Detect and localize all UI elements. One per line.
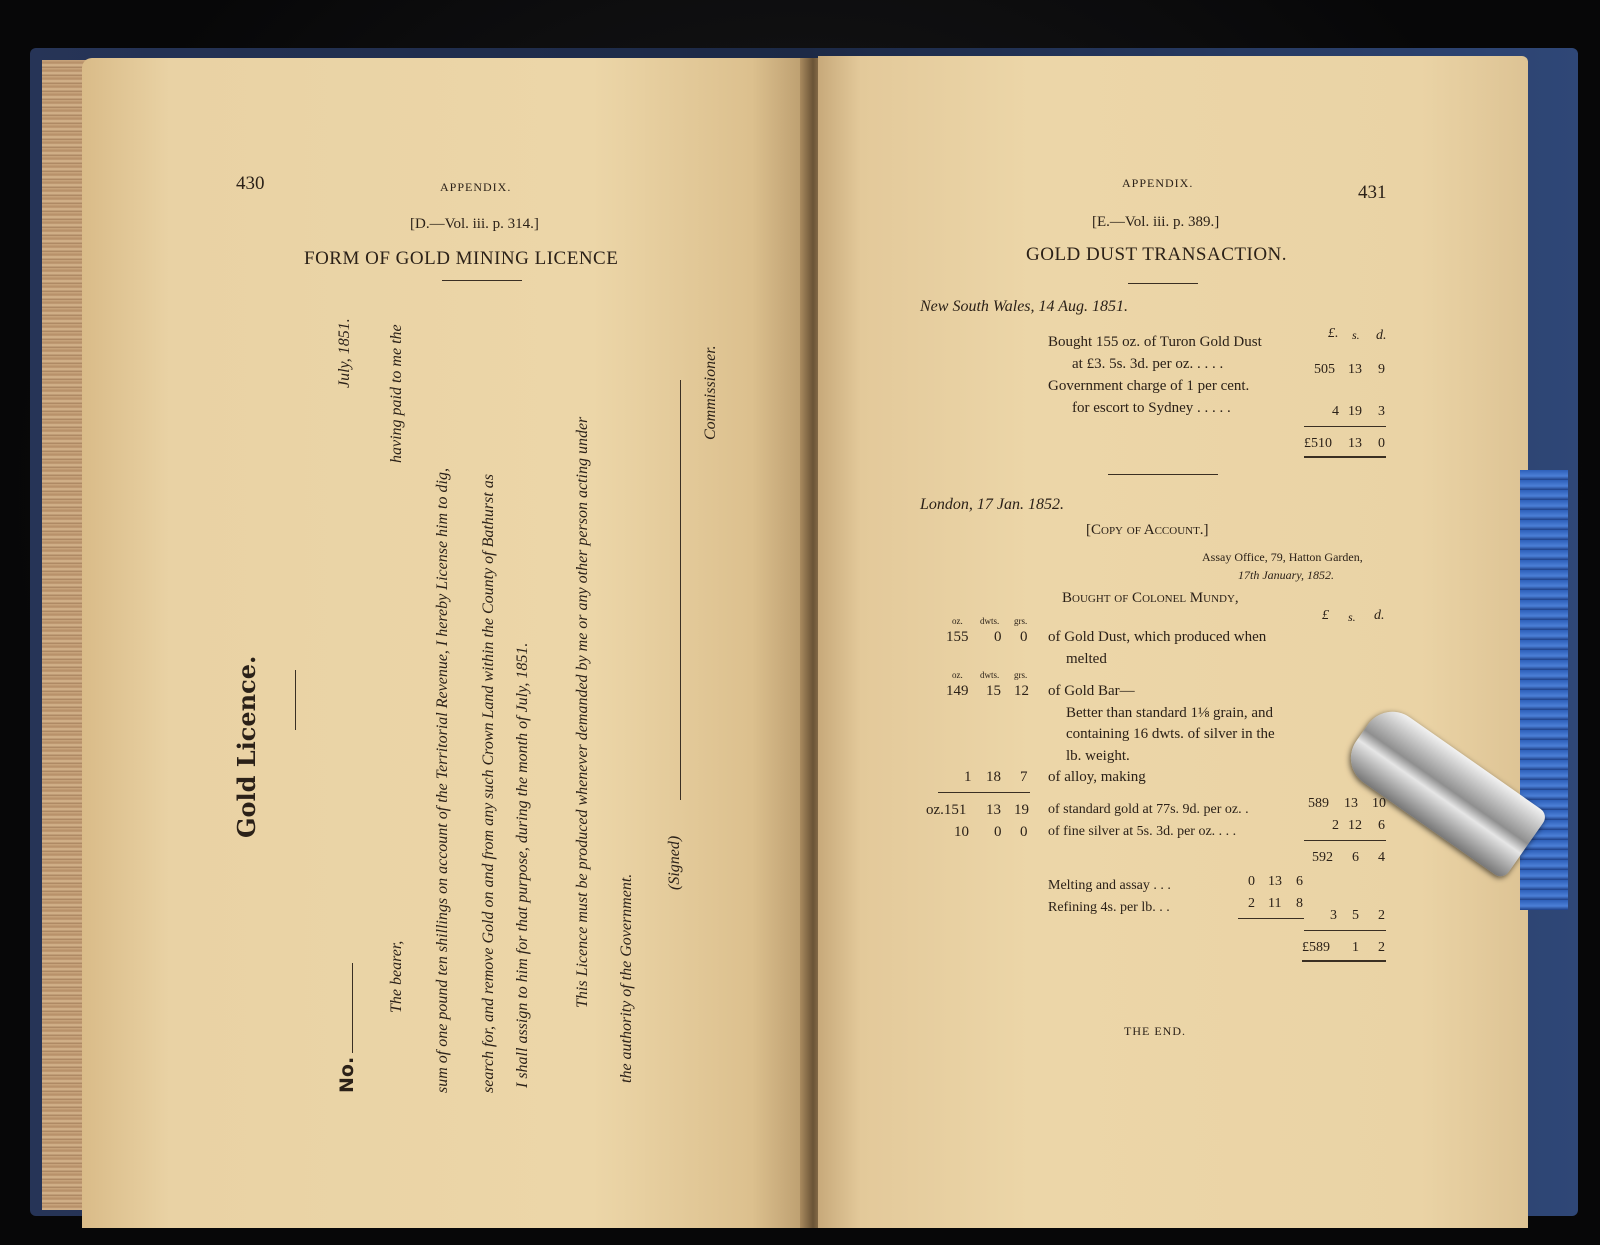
refining-line: Refining 4s. per lb. . . xyxy=(1048,900,1170,915)
melting-line: Melting and assay . . . xyxy=(1048,878,1171,893)
bought-of: Bought of Colonel Mundy, xyxy=(1062,590,1239,606)
amount-pence: 9 xyxy=(1378,362,1385,377)
lsd-head-pence: d. xyxy=(1374,608,1385,623)
assay-date: 17th January, 1852. xyxy=(1238,568,1334,582)
sum-rule xyxy=(1304,840,1386,841)
weight-oz: 10 xyxy=(954,824,969,840)
running-head: APPENDIX. xyxy=(440,180,512,194)
weight-oz: 155 xyxy=(946,629,969,645)
weight-grs: 19 xyxy=(1014,802,1029,818)
total-pence: 0 xyxy=(1378,436,1385,451)
gold-bar-line: of Gold Bar— xyxy=(1048,683,1135,699)
licence-rule xyxy=(295,670,296,730)
government-charge-2: for escort to Sydney . . . . . xyxy=(1072,400,1231,416)
number-line xyxy=(352,963,353,1053)
weight-dwts: 0 xyxy=(994,824,1002,840)
licence-line-4: This Licence must be produced whenever demanded by me or any other person acting under xyxy=(574,416,591,1008)
amount-pence: 6 xyxy=(1378,818,1385,833)
unit-oz: oz. xyxy=(952,616,963,626)
amount-pounds: 2 xyxy=(1332,818,1339,833)
total-double-rule xyxy=(1304,456,1386,458)
weight-grs: 12 xyxy=(1014,683,1029,699)
title-rule xyxy=(442,280,522,281)
licence-line-1: sum of one pound ten shillings on account of the Territorial Revenue, I hereby License him to dig, xyxy=(434,468,451,1093)
running-head: APPENDIX. xyxy=(1122,176,1194,190)
lsd-head-pence: d. xyxy=(1376,328,1387,343)
amount-shillings: 19 xyxy=(1348,404,1362,419)
unit-dwts: dwts. xyxy=(980,616,1000,626)
left-page xyxy=(82,58,810,1228)
weight-dwts: 18 xyxy=(986,769,1001,785)
amount-pounds: 589 xyxy=(1308,796,1329,811)
amount-shillings: 13 xyxy=(1348,362,1362,377)
right-page xyxy=(818,56,1528,1228)
total-shillings: 1 xyxy=(1352,940,1359,955)
weight-dwts: 13 xyxy=(986,802,1001,818)
government-charge: Government charge of 1 per cent. xyxy=(1048,378,1250,394)
having-paid-text: having paid to me the xyxy=(388,324,405,463)
amount-pence: 3 xyxy=(1378,404,1385,419)
weight-oz: oz.151 xyxy=(926,802,967,818)
amount-pence: 10 xyxy=(1372,796,1386,811)
unit-grs: grs. xyxy=(1014,670,1028,680)
bearer-text: The bearer, xyxy=(388,940,405,1013)
bought-line: Bought 155 oz. of Turon Gold Dust xyxy=(1048,334,1262,350)
licence-line-2: search for, and remove Gold on and from any such Crown Land within the County of Bathurst as xyxy=(480,474,497,1093)
weight-grs: 0 xyxy=(1020,629,1028,645)
deduct-pounds: 2 xyxy=(1248,896,1255,911)
assay-office: Assay Office, 79, Hatton Garden, xyxy=(1202,550,1363,564)
unit-grs: grs. xyxy=(1014,616,1028,626)
subtotal-pence: 4 xyxy=(1378,850,1385,865)
subtotal-pounds: 592 xyxy=(1312,850,1333,865)
weight-dwts: 0 xyxy=(994,629,1002,645)
licence-line-3: I shall assign to him for that purpose, during the month of July, 1851. xyxy=(514,642,531,1088)
weight-oz: 149 xyxy=(946,683,969,699)
deduct-total-pence: 2 xyxy=(1378,908,1385,923)
amount-pounds: 4 xyxy=(1332,404,1339,419)
amount-pounds: 505 xyxy=(1314,362,1335,377)
fine-silver-line: of fine silver at 5s. 3d. per oz. . . . xyxy=(1048,824,1237,839)
nsw-date: New South Wales, 14 Aug. 1851. xyxy=(920,298,1129,315)
signed-label: (Signed) xyxy=(666,835,683,890)
total-pence: 2 xyxy=(1378,940,1385,955)
licence-line-5: the authority of the Government. xyxy=(618,873,635,1083)
deduct-pence: 6 xyxy=(1296,874,1303,889)
weight-sum-rule xyxy=(938,792,1030,793)
lsd-head-shillings: s. xyxy=(1352,328,1360,342)
lsd-head-pounds: £. xyxy=(1328,326,1339,341)
sum-rule xyxy=(1304,426,1386,427)
total-pounds: £589 xyxy=(1302,940,1330,955)
gold-dust-line: of Gold Dust, which produced when xyxy=(1048,629,1267,645)
weight-oz: 1 xyxy=(964,769,972,785)
deduct-pence: 8 xyxy=(1296,896,1303,911)
signature-line xyxy=(680,380,681,800)
date-line: July, 1851. xyxy=(336,318,353,388)
number-label: No. xyxy=(336,1056,358,1093)
weight-dwts: 15 xyxy=(986,683,1001,699)
unit-dwts: dwts. xyxy=(980,670,1000,680)
gold-bar-line-4: lb. weight. xyxy=(1066,748,1130,764)
copy-of-account: [Copy of Account.] xyxy=(1086,522,1209,538)
total-pounds: £510 xyxy=(1304,436,1332,451)
lsd-head-shillings: s. xyxy=(1348,610,1356,624)
deduct-rule xyxy=(1238,918,1304,919)
section-divider xyxy=(1108,474,1218,475)
unit-oz: oz. xyxy=(952,670,963,680)
london-date: London, 17 Jan. 1852. xyxy=(920,496,1064,513)
gold-licence-heading: Gold Licence. xyxy=(232,655,261,838)
total-shillings: 13 xyxy=(1348,436,1362,451)
amount-shillings: 13 xyxy=(1344,796,1358,811)
sum-rule xyxy=(1304,930,1386,931)
section-ref: [D.—Vol. iii. p. 314.] xyxy=(410,216,539,232)
commissioner-label: Commissioner. xyxy=(702,345,719,440)
section-title: GOLD DUST TRANSACTION. xyxy=(1026,244,1288,265)
alloy-line: of alloy, making xyxy=(1048,769,1146,785)
section-ref: [E.—Vol. iii. p. 389.] xyxy=(1092,214,1220,230)
deduct-shillings: 11 xyxy=(1268,896,1282,911)
amount-shillings: 12 xyxy=(1348,818,1362,833)
weight-grs: 0 xyxy=(1020,824,1028,840)
gold-bar-line-2: Better than standard 1⅛ grain, and xyxy=(1066,705,1274,721)
weight-grs: 7 xyxy=(1020,769,1028,785)
lsd-head-pounds: £ xyxy=(1322,608,1329,623)
deduct-total-shillings: 5 xyxy=(1352,908,1359,923)
title-rule xyxy=(1128,283,1198,284)
the-end: THE END. xyxy=(1124,1024,1186,1038)
page-number: 431 xyxy=(1358,182,1387,203)
gold-bar-line-3: containing 16 dwts. of silver in the xyxy=(1066,726,1275,742)
deduct-shillings: 13 xyxy=(1268,874,1282,889)
standard-gold-line: of standard gold at 77s. 9d. per oz. . xyxy=(1048,802,1249,817)
total-double-rule xyxy=(1302,960,1386,962)
bought-line-2: at £3. 5s. 3d. per oz. . . . . xyxy=(1072,356,1224,372)
section-title: FORM OF GOLD MINING LICENCE xyxy=(304,248,619,269)
page-number: 430 xyxy=(236,173,265,194)
gold-dust-line-2: melted xyxy=(1066,651,1107,667)
deduct-total-pounds: 3 xyxy=(1330,908,1337,923)
deduct-pounds: 0 xyxy=(1248,874,1255,889)
subtotal-shillings: 6 xyxy=(1352,850,1359,865)
